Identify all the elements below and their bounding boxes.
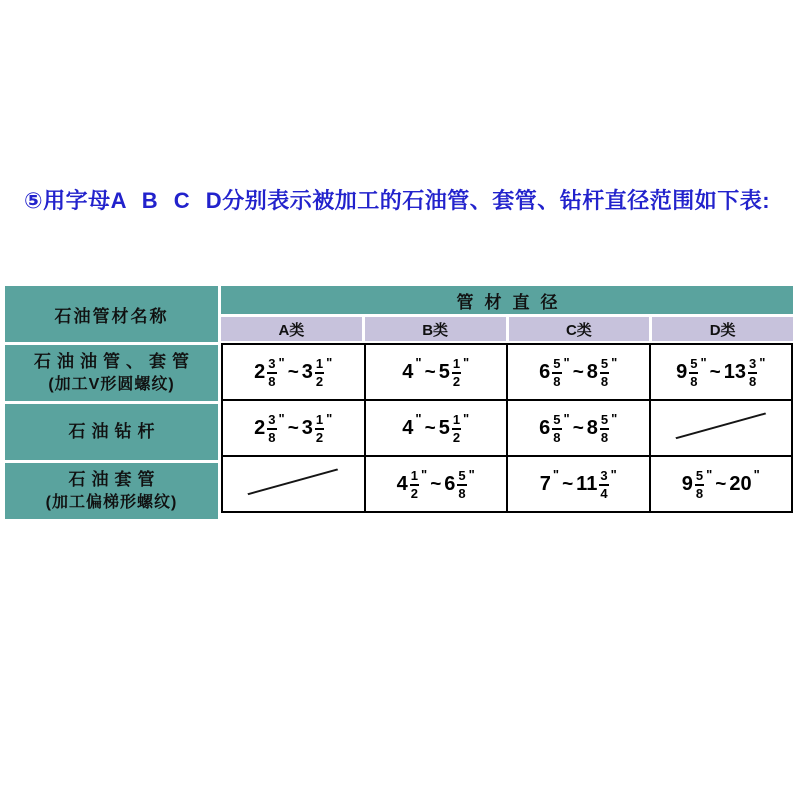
slash-na-icon bbox=[238, 464, 348, 500]
diameter-cell bbox=[222, 344, 365, 400]
slash-na-icon bbox=[666, 408, 776, 444]
data-body bbox=[222, 344, 792, 512]
data-grid bbox=[221, 343, 793, 513]
diameter-cell bbox=[507, 456, 650, 512]
diameter-range: 9 $\frac{5}{8}$ " ~ 13 $\frac{3}{8}$ " bbox=[676, 355, 766, 389]
diameter-range: 2 $\frac{3}{8}$ " ~ 3 $\frac{1}{2}$ " bbox=[254, 355, 333, 389]
diameter-range: 6 $\frac{5}{8}$ " ~ 8 $\frac{5}{8}$ " bbox=[539, 411, 618, 445]
name-column bbox=[5, 286, 218, 519]
diameter-cell bbox=[365, 344, 508, 400]
diameter-range: 7 " ~ 11 $\frac{3}{4}$ " bbox=[539, 467, 617, 501]
class-header-row bbox=[221, 317, 793, 341]
table-row bbox=[222, 400, 792, 456]
diameter-cell bbox=[365, 456, 508, 512]
table-row bbox=[222, 344, 792, 400]
name-header-cell: 石油管材名称 bbox=[5, 286, 218, 342]
diameter-cell bbox=[365, 400, 508, 456]
diameter-cell bbox=[650, 344, 793, 400]
pipe-name-cell: 石油油管、套管 (加工V形圆螺纹) bbox=[5, 345, 218, 401]
diameter-header-cell: 管材直径 bbox=[221, 286, 793, 314]
pipe-diameter-table bbox=[5, 286, 793, 519]
diameter-range: 4 $\frac{1}{2}$ " ~ 6 $\frac{5}{8}$ " bbox=[396, 467, 475, 501]
diameter-range: 4 " ~ 5 $\frac{1}{2}$ " bbox=[402, 411, 470, 445]
class-header-cell: B类 bbox=[365, 317, 506, 341]
pipe-name-cell: 石油套管 (加工偏梯形螺纹) bbox=[5, 463, 218, 519]
diameter-range: 9 $\frac{5}{8}$ " ~ 20 " bbox=[681, 467, 760, 501]
diameter-cell bbox=[507, 400, 650, 456]
diameter-cell bbox=[222, 456, 365, 512]
class-header-cell: C类 bbox=[509, 317, 650, 341]
diameter-cell bbox=[650, 456, 793, 512]
diameter-cell bbox=[650, 400, 793, 456]
table-row bbox=[222, 456, 792, 512]
class-header-cell: D类 bbox=[652, 317, 793, 341]
diameter-cell bbox=[507, 344, 650, 400]
diameter-range: 2 $\frac{3}{8}$ " ~ 3 $\frac{1}{2}$ " bbox=[254, 411, 333, 445]
class-header-cell: A类 bbox=[221, 317, 362, 341]
page-title: ⑤用字母A B C D分别表示被加工的石油管、套管、钻杆直径范围如下表: bbox=[24, 188, 771, 213]
pipe-name-cell: 石油钻杆 bbox=[5, 404, 218, 460]
diameter-cell bbox=[222, 400, 365, 456]
diameter-range: 6 $\frac{5}{8}$ " ~ 8 $\frac{5}{8}$ " bbox=[539, 355, 618, 389]
diameter-range: 4 " ~ 5 $\frac{1}{2}$ " bbox=[402, 355, 470, 389]
diameter-column-group bbox=[221, 286, 793, 519]
